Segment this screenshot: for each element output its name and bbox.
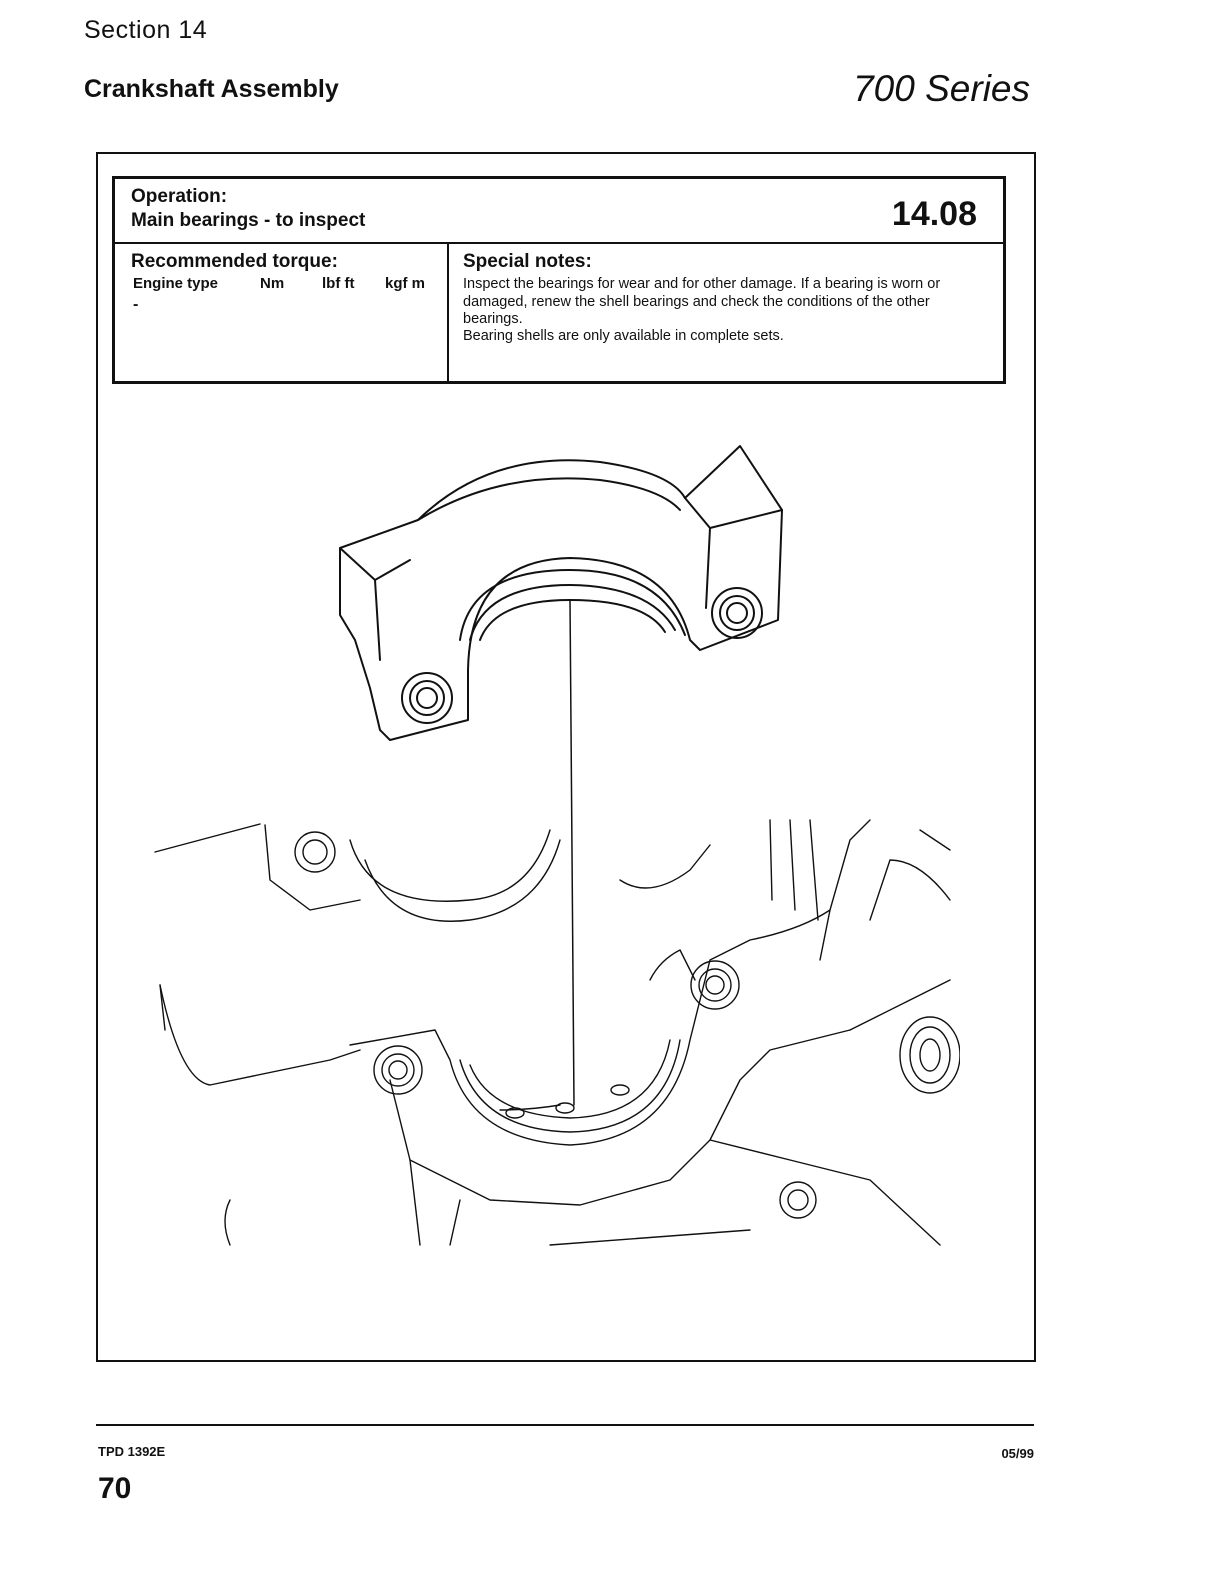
- torque-column-kgf-m: kgf m: [385, 275, 426, 292]
- torque-column-engine-type: Engine type: [133, 275, 219, 292]
- bearing-cap-drawing: [340, 446, 782, 740]
- document-title: Crankshaft Assembly: [84, 75, 339, 103]
- special-notes-line: Bearing shells are only available in complete sets.: [463, 328, 784, 344]
- operation-name: Main bearings - to inspect: [131, 210, 366, 231]
- section-label: Section 14: [84, 16, 208, 44]
- torque-title: Recommended torque:: [131, 251, 338, 272]
- operation-number: 14.08: [891, 195, 977, 233]
- main-bearing-illustration: [150, 440, 960, 1250]
- operation-row: [115, 179, 1003, 244]
- torque-value: -: [133, 296, 139, 313]
- footer-rule: [96, 1424, 1034, 1426]
- series-title: 700 Series: [853, 68, 1030, 109]
- special-notes-line: bearings.: [463, 311, 523, 327]
- operation-label: Operation:: [131, 186, 228, 207]
- special-notes-cell: [449, 244, 1003, 381]
- footer-reference: TPD 1392E: [98, 1444, 166, 1459]
- footer-date: 05/99: [1001, 1446, 1034, 1461]
- guide-line: [570, 600, 574, 1105]
- torque-cell: [115, 244, 449, 381]
- special-notes-line: Inspect the bearings for wear and for other damage. If a bearing is worn or: [463, 276, 941, 292]
- cylinder-block-drawing: [155, 820, 960, 1245]
- operation-table: [112, 176, 1006, 384]
- special-notes-line: damaged, renew the shell bearings and check the conditions of the other: [463, 294, 930, 310]
- special-notes-title: Special notes:: [463, 251, 592, 272]
- torque-column-nm: Nm: [260, 275, 285, 292]
- page-number: 70: [98, 1472, 132, 1505]
- torque-column-lbf-ft: lbf ft: [322, 275, 355, 292]
